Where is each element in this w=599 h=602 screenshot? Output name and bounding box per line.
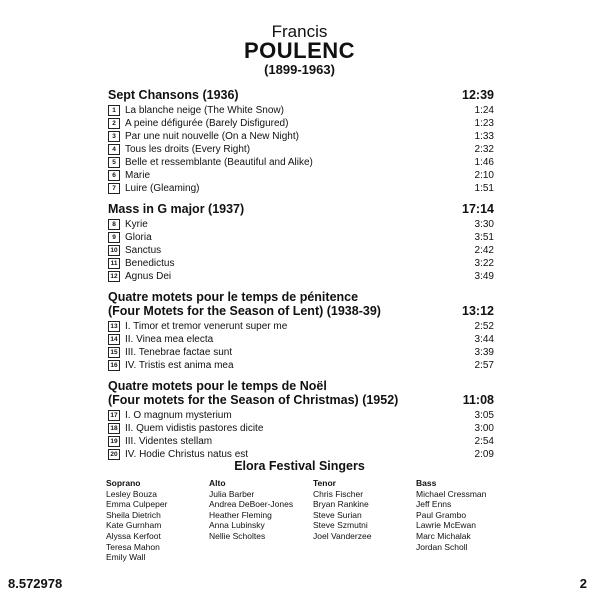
- singer-name: Marc Michalak: [416, 530, 471, 541]
- track-row: [108, 244, 494, 257]
- singer-name: Lawrie McEwan: [416, 520, 476, 531]
- singer-name: Julia Barber: [209, 488, 255, 499]
- track-number-box: 20: [108, 449, 120, 460]
- work-total-duration: 12:39: [462, 88, 494, 102]
- singer-name: Jordan Scholl: [416, 541, 468, 552]
- work-section: [108, 202, 494, 283]
- work-title-line: (Four Motets for the Season of Lent) (1938-39): [108, 304, 381, 318]
- singer-name: Joel Vanderzee: [313, 530, 372, 541]
- composer-last-name: POULENC: [243, 38, 356, 63]
- track-title: Agnus Dei: [125, 271, 172, 282]
- singer-name: Emily Wall: [106, 552, 146, 563]
- track-title: Gloria: [125, 232, 152, 243]
- work-header: [108, 379, 494, 407]
- track-row: [108, 435, 494, 448]
- choir-title: Elora Festival Singers: [234, 459, 365, 473]
- catalog-number: 8.572978: [8, 576, 63, 591]
- track-duration: 1:24: [474, 105, 494, 116]
- track-number-box: 4: [108, 144, 120, 155]
- track-list: [108, 88, 494, 468]
- track-number-box: 12: [108, 271, 120, 282]
- track-title: I. Timor et tremor venerunt super me: [125, 321, 288, 332]
- singer-name: Andrea DeBoer-Jones: [209, 499, 294, 510]
- singer-name: Kate Gurnham: [106, 520, 162, 531]
- work-title: [108, 290, 381, 318]
- track-duration: 1:23: [474, 118, 494, 129]
- track-title: Sanctus: [125, 245, 162, 256]
- track-number-box: 7: [108, 183, 120, 194]
- track-duration: 2:10: [474, 170, 494, 181]
- work-title: [108, 88, 239, 102]
- voice-column: [209, 478, 313, 563]
- track-title: La blanche neige (The White Snow): [125, 105, 284, 116]
- track-duration: 2:52: [474, 321, 494, 332]
- singer-name: Heather Fleming: [209, 509, 272, 520]
- track-row: [108, 182, 494, 195]
- voice-column: [416, 478, 516, 563]
- singer-name: Nellie Scholtes: [209, 530, 266, 541]
- track-title: Kyrie: [125, 219, 148, 230]
- track-duration: 3:30: [474, 219, 494, 230]
- work-section: [108, 88, 494, 195]
- track-row: [108, 218, 494, 231]
- track-duration: 3:49: [474, 271, 494, 282]
- track-row: [108, 409, 494, 422]
- track-number-box: 11: [108, 258, 120, 269]
- track-title: III. Tenebrae factae sunt: [125, 347, 233, 358]
- composer-dates: (1899-1963): [264, 62, 335, 77]
- singer-name: Teresa Mahon: [106, 541, 160, 552]
- voice-column: [313, 478, 416, 563]
- track-title: A peine défigurée (Barely Disfigured): [125, 118, 289, 129]
- singer-name: Jeff Enns: [416, 499, 452, 510]
- track-row: [108, 143, 494, 156]
- track-row: [108, 130, 494, 143]
- track-title: Par une nuit nouvelle (On a New Night): [125, 131, 299, 142]
- singer-name: Alyssa Kerfoot: [106, 530, 161, 541]
- track-duration: 2:57: [474, 360, 494, 371]
- track-row: [108, 320, 494, 333]
- track-duration: 3:05: [474, 410, 494, 421]
- page-number: 2: [579, 576, 587, 591]
- track-number-box: 14: [108, 334, 120, 345]
- track-duration: 1:46: [474, 157, 494, 168]
- work-title-line: Sept Chansons (1936): [108, 88, 239, 102]
- track-duration: 3:22: [474, 258, 494, 269]
- track-title: II. Quem vidistis pastores dicite: [125, 423, 264, 434]
- track-row: [108, 359, 494, 372]
- singer-name: Anna Lubinsky: [209, 520, 265, 531]
- choir-roster: [106, 478, 516, 563]
- composer-first-name: Francis: [271, 22, 328, 41]
- singer-name: Emma Culpeper: [106, 499, 168, 510]
- track-row: [108, 346, 494, 359]
- track-title: Benedictus: [125, 258, 175, 269]
- track-number-box: 9: [108, 232, 120, 243]
- singer-name: Steve Szmutni: [313, 520, 368, 531]
- track-number-box: 8: [108, 219, 120, 230]
- track-duration: 2:42: [474, 245, 494, 256]
- track-duration: 1:51: [474, 183, 494, 194]
- singer-name: Sheila Dietrich: [106, 509, 161, 520]
- singer-name: Michael Cressman: [416, 488, 487, 499]
- voice-part-name: Soprano: [106, 478, 141, 488]
- track-number-box: 3: [108, 131, 120, 142]
- track-title: IV. Tristis est anima mea: [125, 360, 234, 371]
- track-duration: 2:32: [474, 144, 494, 155]
- track-duration: 1:33: [474, 131, 494, 142]
- voice-part-name: Tenor: [313, 478, 336, 488]
- work-header: [108, 88, 494, 102]
- track-title: Tous les droits (Every Right): [125, 144, 251, 155]
- work-title-line: Mass in G major (1937): [108, 202, 245, 216]
- track-number-box: 16: [108, 360, 120, 371]
- track-row: [108, 231, 494, 244]
- track-number-box: 1: [108, 105, 120, 116]
- track-number-box: 17: [108, 410, 120, 421]
- track-row: [108, 169, 494, 182]
- singer-name: Steve Surian: [313, 509, 362, 520]
- work-total-duration: 17:14: [462, 202, 494, 216]
- work-section: [108, 379, 494, 461]
- singer-name: Paul Grambo: [416, 509, 467, 520]
- work-header: [108, 290, 494, 318]
- work-title: [108, 379, 398, 407]
- track-row: [108, 104, 494, 117]
- track-number-box: 5: [108, 157, 120, 168]
- track-row: [108, 257, 494, 270]
- voice-column: [106, 478, 209, 563]
- track-title: I. O magnum mysterium: [125, 410, 232, 421]
- track-row: [108, 422, 494, 435]
- track-title: Luire (Gleaming): [125, 183, 200, 194]
- track-title: Marie: [125, 170, 151, 181]
- work-title-line: (Four motets for the Season of Christmas) (1952): [108, 393, 399, 407]
- voice-part-name: Bass: [416, 478, 437, 488]
- singer-name: Lesley Bouza: [106, 488, 158, 499]
- track-number-box: 6: [108, 170, 120, 181]
- track-duration: 2:09: [474, 449, 494, 460]
- work-total-duration: 11:08: [462, 393, 494, 407]
- voice-part-name: Alto: [209, 478, 226, 488]
- track-row: [108, 117, 494, 130]
- track-duration: 3:51: [474, 232, 494, 243]
- work-total-duration: 13:12: [462, 304, 494, 318]
- track-row: [108, 270, 494, 283]
- work-title-line: Quatre motets pour le temps de Noël: [108, 379, 327, 393]
- track-row: [108, 156, 494, 169]
- track-number-box: 15: [108, 347, 120, 358]
- track-title: II. Vinea mea electa: [125, 334, 214, 345]
- track-number-box: 19: [108, 436, 120, 447]
- track-number-box: 18: [108, 423, 120, 434]
- track-duration: 3:44: [474, 334, 494, 345]
- track-number-box: 2: [108, 118, 120, 129]
- track-title: Belle et ressemblante (Beautiful and Alike): [125, 157, 313, 168]
- work-section: [108, 290, 494, 372]
- track-duration: 2:54: [474, 436, 494, 447]
- singer-name: Chris Fischer: [313, 488, 364, 499]
- track-row: [108, 333, 494, 346]
- singer-name: Bryan Rankine: [313, 499, 369, 510]
- track-duration: 3:39: [474, 347, 494, 358]
- work-header: [108, 202, 494, 216]
- track-number-box: 10: [108, 245, 120, 256]
- work-title-line: Quatre motets pour le temps de pénitence: [108, 290, 359, 304]
- track-number-box: 13: [108, 321, 120, 332]
- work-title: [108, 202, 244, 216]
- track-title: III. Videntes stellam: [125, 436, 213, 447]
- track-duration: 3:00: [474, 423, 494, 434]
- track-title: IV. Hodie Christus natus est: [125, 449, 249, 460]
